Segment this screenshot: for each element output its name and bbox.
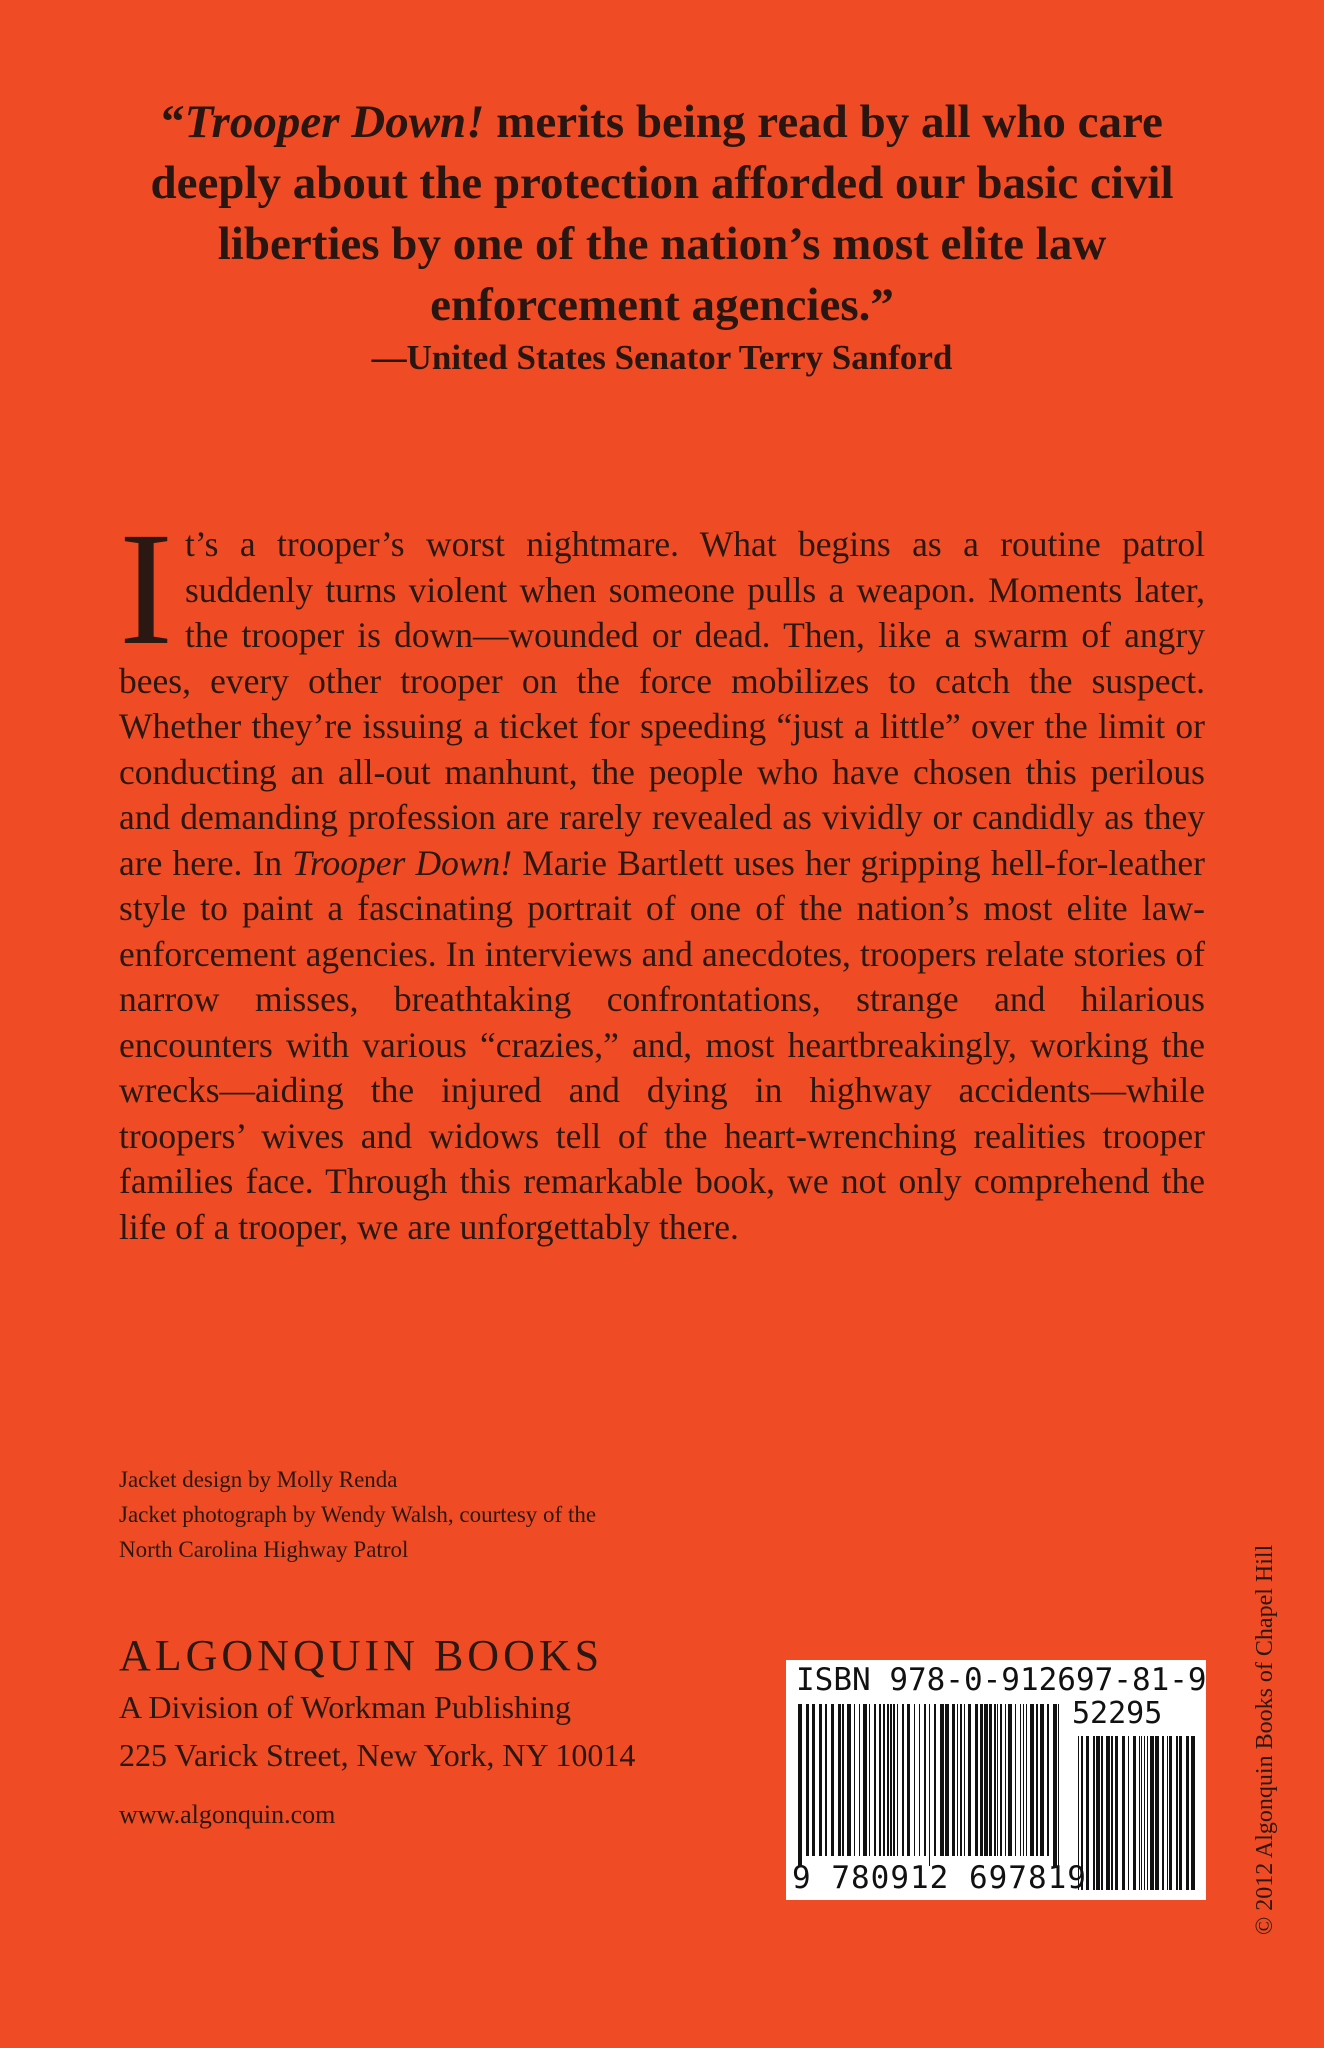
barcode-bar [1058, 1704, 1059, 1866]
barcode-bar [825, 1704, 827, 1856]
barcode-bar [1096, 1736, 1100, 1890]
barcode-bar [952, 1704, 955, 1856]
barcode-bar [1030, 1704, 1034, 1856]
credit-design: Jacket design by Molly Renda [119, 1467, 398, 1492]
barcode-bar [934, 1704, 936, 1856]
barcode-bar [1150, 1736, 1154, 1890]
barcode-bar [1162, 1736, 1164, 1890]
barcode-bar [1176, 1736, 1178, 1890]
barcode-bar [1020, 1704, 1021, 1856]
barcode-bar [1133, 1736, 1136, 1890]
book-description [119, 500, 1205, 1250]
isbn-barcode [786, 1660, 1206, 1900]
barcode-bar [869, 1704, 870, 1856]
barcode-bar [1015, 1704, 1016, 1856]
barcode-bar [1169, 1736, 1172, 1890]
description-book-title: Trooper Down! [292, 842, 513, 883]
barcode-bar [929, 1704, 930, 1866]
description-part-1: t’s a trooper’s worst nightmare. What begins as a routine patrol suddenly turns violent when someone pulls a weapon. Moments later, the trooper is down—wounded or dead. Then, like a swarm of angry bees, every other trooper on the force mobilizes to catch the suspect. Whether they’re issuing a ticket for speeding “just a little” over the limit or conducting an all-out manhunt, the people who have chosen this perilous and demanding profession are rarely revealed as vividly or candidly as they are here. In [119, 524, 1205, 883]
barcode-bar [1141, 1736, 1142, 1890]
barcode-bar [1191, 1736, 1195, 1890]
jacket-credits [119, 1462, 739, 1567]
barcode-bar [1026, 1704, 1027, 1856]
barcode-bar [1023, 1704, 1024, 1856]
barcode-bar [854, 1704, 855, 1856]
barcode-bar [883, 1704, 885, 1856]
barcode-bar [879, 1704, 881, 1856]
barcode-bar [798, 1704, 802, 1866]
barcode-bar [957, 1704, 958, 1856]
barcode-bar [989, 1704, 992, 1856]
barcode-bar [1115, 1736, 1118, 1890]
publisher-address: 225 Varick Street, New York, NY 10014 [119, 1737, 636, 1773]
barcode-bar [842, 1704, 844, 1856]
publisher-name: ALGONQUIN BOOKS [119, 1631, 604, 1680]
credit-photograph-source: North Carolina Highway Patrol [119, 1537, 409, 1562]
barcode-bar [812, 1704, 815, 1856]
description-part-2: Marie Bartlett uses her gripping hell-for-leather style to paint a fascinating portrait of one of the nation’s most elite law-enforcement agencies. In interviews and anecdotes, troopers relate stories of narrow misses, breathtaking confrontations, strange and hilarious encounters with various “crazies,” and, most heartbreakingly, working the wrecks—aiding the injured and dying in highway accidents—while troopers’ wives and widows tell of the heart-wrenching realities trooper families face. Through this remarkable book, we not only comprehend the life of a trooper, we are unforgettably there. [119, 842, 1205, 1247]
barcode-bar [831, 1704, 834, 1856]
endorsement-quote [150, 92, 1174, 336]
barcode-bar [1155, 1736, 1159, 1890]
quote-attribution: —United States Senator Terry Sanford [371, 338, 953, 377]
drop-cap: I [119, 500, 173, 679]
barcode-bar [1186, 1736, 1189, 1890]
barcode-bar [819, 1704, 822, 1856]
barcode-bar [960, 1704, 962, 1856]
barcode-bar [1111, 1736, 1113, 1890]
isbn-number: ISBN 978-0-912697-81-9 [796, 1662, 1207, 1698]
publisher-website: www.algonquin.com [119, 1800, 336, 1829]
barcode-bar [887, 1704, 889, 1856]
barcode-bar [980, 1704, 983, 1856]
barcode-bar [1005, 1704, 1006, 1856]
credit-photograph: Jacket photograph by Wendy Walsh, courtesy of the [119, 1502, 597, 1527]
barcode-bar [1036, 1704, 1038, 1856]
barcode-bar [863, 1704, 867, 1856]
barcode-bar [1101, 1736, 1103, 1890]
barcode-bar [919, 1704, 920, 1856]
barcode-bar [897, 1704, 898, 1856]
barcode-bar [902, 1704, 904, 1856]
barcode-bar [1000, 1704, 1002, 1856]
barcode-bar [1106, 1736, 1110, 1890]
barcode-bar [1122, 1736, 1125, 1890]
barcode-bar [1008, 1704, 1012, 1856]
barcode-bar [1047, 1704, 1049, 1856]
barcode-bar [1144, 1736, 1145, 1890]
barcode-bar [890, 1704, 892, 1856]
barcode-bar [1147, 1736, 1148, 1890]
barcode-bar [940, 1704, 944, 1856]
barcode-bar [893, 1704, 895, 1856]
barcode-bar [847, 1704, 851, 1856]
barcode-bar [1053, 1704, 1057, 1866]
barcode-bar [924, 1704, 926, 1856]
price-code: 52295 [1072, 1696, 1163, 1731]
barcode-bar [907, 1704, 910, 1856]
quote-text: merits being read by all who care deeply about the protection afforded our basic civil liberties by one of the nation’s most elite law enforcement agencies.” [150, 96, 1174, 331]
barcode-bar [975, 1704, 978, 1856]
barcode-bar [997, 1704, 998, 1856]
barcode-bar [968, 1704, 971, 1856]
barcode-bar [1093, 1736, 1095, 1890]
barcode-bar [806, 1704, 809, 1856]
barcode-bar [1179, 1736, 1182, 1890]
quote-book-title: Trooper Down! [184, 96, 485, 148]
barcode-bar [984, 1704, 988, 1856]
barcode-bar [914, 1704, 915, 1856]
barcode-bar [874, 1704, 876, 1856]
barcode-bar [945, 1704, 949, 1856]
barcode-bar [1139, 1736, 1140, 1890]
barcode-bar [1167, 1736, 1168, 1890]
barcode-bar [1040, 1704, 1044, 1856]
ean-digits: 9 780912 697819 [792, 1860, 1087, 1896]
barcode-bar [994, 1704, 996, 1856]
barcode-bar [838, 1704, 841, 1856]
barcode-bar [859, 1704, 860, 1856]
copyright-notice: © 2012 Algonquin Books of Chapel Hill [1252, 1544, 1278, 1935]
barcode-bar [964, 1704, 965, 1856]
barcode-bar [1128, 1736, 1129, 1890]
publisher-division: A Division of Workman Publishing [119, 1689, 571, 1725]
quote-open-mark: “ [161, 96, 185, 148]
